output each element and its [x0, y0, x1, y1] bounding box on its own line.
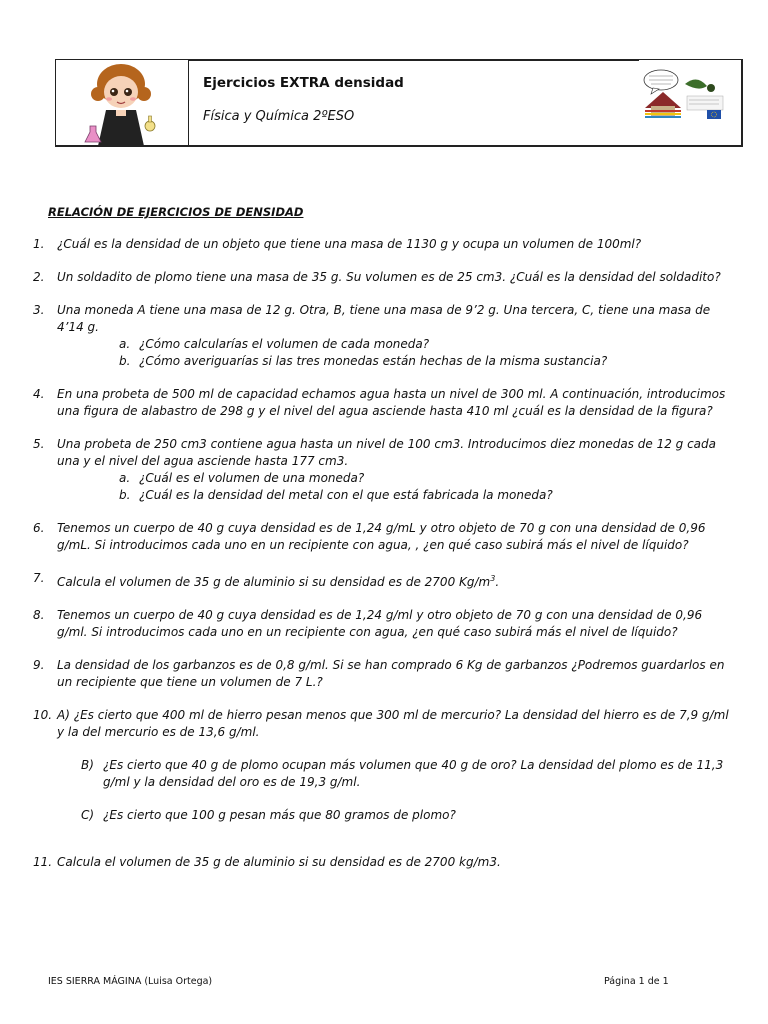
- exercise-text: Tenemos un cuerpo de 40 g cuya densidad es de 1,24 g/ml y otro objeto de 70 g con una densidad de 0,96 g/ml. Si introducimos cada uno en un recipiente con agua, ¿en qué caso subirá más el nivel de líquido?: [57, 608, 703, 639]
- exercise-part-letter: C): [81, 808, 95, 822]
- sub-question-text: ¿Cómo calcularías el volumen de cada moneda?: [139, 337, 430, 351]
- exercise-number: 11.: [33, 855, 53, 869]
- section-title: RELACIÓN DE EJERCICIOS DE DENSIDAD: [48, 205, 304, 219]
- exercise-number: 1.: [33, 237, 45, 251]
- exercise-number: 4.: [33, 387, 45, 401]
- exercise-part-text: ¿Es cierto que 100 g pesan más que 80 gramos de plomo?: [103, 808, 456, 822]
- exercise-number: 5.: [33, 437, 45, 451]
- exercise-list: [33, 236, 733, 887]
- exercise-number: 7.: [33, 571, 45, 585]
- exercise-text: Una moneda A tiene una masa de 12 g. Otra, B, tiene una masa de 9’2 g. Una tercera, C, tiene una masa de 4’14 g.: [57, 303, 711, 334]
- exercise-item: [33, 707, 733, 824]
- exercise-text: Un soldadito de plomo tiene una masa de 35 g. Su volumen es de 25 cm3. ¿Cuál es la densidad del soldadito?: [57, 270, 721, 284]
- exercise-text: Calcula el volumen de 35 g de aluminio si su densidad es de 2700 kg/m3.: [57, 855, 501, 869]
- exercise-part: [57, 807, 733, 824]
- exercise-text: La densidad de los garbanzos es de 0,8 g/ml. Si se han comprado 6 Kg de garbanzos ¿Podremos guardarlos en un recipiente que tiene un volumen de 7 L.?: [57, 658, 725, 689]
- exercise-item: [33, 302, 733, 370]
- sub-question: [57, 487, 733, 504]
- exercise-text: A) ¿Es cierto que 400 ml de hierro pesan menos que 300 ml de mercurio? La densidad del hierro es de 7,9 g/ml y la del mercurio es de 13,6 g/ml.: [57, 708, 729, 739]
- exercise-text: Calcula el volumen de 35 g de aluminio si su densidad es de 2700 Kg/m: [57, 575, 491, 589]
- document-title: Ejercicios EXTRA densidad: [203, 75, 404, 91]
- exercise-text: En una probeta de 500 ml de capacidad echamos agua hasta un nivel de 300 ml. A continuación, introducimos una figura de alabastro de 298 g y el nivel del agua asciende hasta 410 ml ¿cuál es la densidad de la figura?: [57, 387, 726, 418]
- header-image-cell: [56, 60, 189, 146]
- exercise-text: ¿Cuál es la densidad de un objeto que tiene una masa de 1130 g y ocupa un volumen de 100ml?: [57, 237, 642, 251]
- sub-question: [57, 470, 733, 487]
- exercise-number: 9.: [33, 658, 45, 672]
- exercise-item: [33, 436, 733, 504]
- exercise-number: 10.: [33, 708, 53, 722]
- exercise-text-end: .: [495, 575, 500, 589]
- school-logo-icon: [641, 66, 731, 122]
- exercise-text: Una probeta de 250 cm3 contiene agua hasta un nivel de 100 cm3. Introducimos diez monedas de 12 g cada una y el nivel del agua asciende hasta 177 cm3.: [57, 437, 717, 468]
- sub-question-text: ¿Cuál es el volumen de una moneda?: [139, 471, 365, 485]
- footer-school: IES SIERRA MÁGINA (Luisa Ortega): [48, 976, 213, 987]
- exercise-part-letter: B): [81, 758, 94, 772]
- sub-question: [57, 353, 733, 370]
- scientist-avatar-icon: [76, 60, 166, 148]
- exercise-number: 2.: [33, 270, 45, 284]
- exercise-item: [33, 854, 733, 871]
- header-box: [55, 59, 743, 147]
- sub-question-text: ¿Cómo averiguarías si las tres monedas están hechas de la misma sustancia?: [139, 354, 608, 368]
- exercise-item: [33, 570, 733, 591]
- exercise-item: [33, 657, 733, 691]
- exercise-item: [33, 269, 733, 286]
- sub-question: [57, 336, 733, 353]
- exercise-item: [33, 236, 733, 253]
- exercise-text: Tenemos un cuerpo de 40 g cuya densidad es de 1,24 g/mL y otro objeto de 70 g con una densidad de 0,96 g/mL. Si introducimos cada uno en un recipiente con agua, , ¿en qué caso subirá más el nivel de líquido?: [57, 521, 706, 552]
- exercise-superscript: 3: [490, 574, 496, 583]
- exercise-item: [33, 386, 733, 420]
- exercise-item: [33, 607, 733, 641]
- exercise-item: [33, 520, 733, 554]
- sub-question-letter: a.: [119, 471, 131, 485]
- sub-question-letter: b.: [119, 488, 131, 502]
- document-subtitle: Física y Química 2ºESO: [203, 109, 355, 124]
- exercise-part-text: ¿Es cierto que 40 g de plomo ocupan más volumen que 40 g de oro? La densidad del plomo es de 11,3 g/ml y la densidad del oro es de 19,3 g/ml.: [103, 758, 724, 789]
- sub-question-letter: a.: [119, 337, 131, 351]
- spacer: [33, 840, 733, 854]
- sub-question-letter: b.: [119, 354, 131, 368]
- sub-question-text: ¿Cuál es la densidad del metal con el que está fabricada la moneda?: [139, 488, 553, 502]
- exercise-number: 6.: [33, 521, 45, 535]
- exercise-part: [57, 757, 733, 791]
- exercise-number: 3.: [33, 303, 45, 317]
- header-top-rule: [188, 60, 639, 61]
- exercise-number: 8.: [33, 608, 45, 622]
- footer-page-number: Página 1 de 1: [604, 976, 669, 987]
